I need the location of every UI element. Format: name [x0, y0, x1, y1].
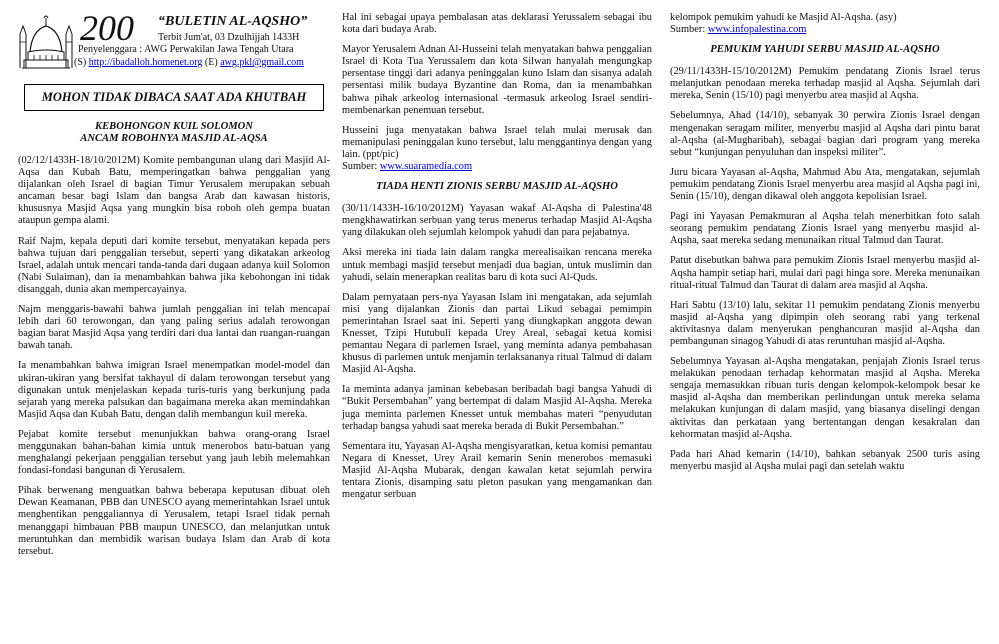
article3-paragraph: (29/11/1433H-15/10/2012M) Pemukim pendatang Zionis Israel terus melanjutkan penodaan mereka terhadap masjid al Aqsha. Sejumlah dari mereka, Senin (15/10) pagi menyerbu area masjid al Aqsha.	[670, 66, 980, 102]
masthead	[18, 8, 330, 78]
article1-title	[18, 121, 330, 145]
bulletin-title: “BULETIN AL-AQSHO”	[158, 14, 308, 29]
column-1	[18, 8, 330, 566]
article1-last-paragraph: Husseini juga menyatakan bahwa Israel telah mulai merusak dan memanipulasi peninggalan kuno tersebut, lalu menggantinya dengan yang lain. (ppt/pic)	[342, 124, 652, 160]
article3-paragraph: Sebelumnya, Ahad (14/10), sebanyak 30 perwira Zionis Israel dengan mengenakan seragam militer, menyerbu masjid al Aqsha dari pintu barat al-Aqsha (al-Mugharibah), sebagai bagian dari program yang mereka sebut “kunjungan penyuluhan dan inspeksi militer”.	[670, 110, 980, 158]
article2-last-paragraph: kelompok pemukim yahudi ke Masjid Al-Aqsha. (asy)	[670, 12, 897, 23]
article1-paragraph: Pejabat komite tersebut menunjukkan bahwa orang-orang Israel menggunakan bahan-bahan kimia untuk menerobos batu-batuan yang menghalangi pekerjaan penggalian tersebut yang jauh lebih melemahkan fondasi-fondasi bangunan di Yerusalem.	[18, 428, 330, 477]
article3-paragraph: Pada hari Ahad kemarin (14/10), bahkan sebanyak 2500 turis asing menyerbu masjid al Aqsha mulai pagi dan setelah waktu	[670, 448, 980, 472]
article1-paragraph	[342, 125, 652, 173]
article1-paragraph: Ia menambahkan bahwa imigran Israel menempatkan model-model dan ukiran-ukiran yang bersifat takhayul di dalam terowongan tersebut yang digunakan untuk menjelaskan kepada turis-turis yang berkunjung pada sejarah yang mereka palsukan dan bagaimana mereka akan memindahkan Masjid Aqsa dan Kubah Batu, dengan dalih membangun kuil mereka.	[18, 360, 330, 420]
site-prefix: (S)	[74, 57, 87, 68]
article1-paragraph: Mayor Yerusalem Adnan Al-Husseini telah menyatakan bahwa penggalian Israel di Kota Tua Yerussalem dan kota Silwan hanyalah mengungkap persentase tinggi dari adanya peninggalan kuno Islam dan sisanya adalah persentasi milik budaya Byzantine dan Roma, dan ia menambahkan bahwa pihak arkeolog internasional -termasuk arkeolog Israel sendiri- membenarkan penemuan tersebut.	[342, 44, 652, 116]
site-link[interactable]: http://ibadalloh.homenet.org	[88, 57, 203, 68]
article1-source-label: Sumber:	[342, 161, 378, 173]
article1-paragraph: Najm menggaris-bawahi bahwa jumlah penggalian ini telah mencapai lebih dari 60 terowongan, dan yang paling serius adalah terowongan bagian barat Masjid Aqsa yang terdiri dari dua lantai dan ruangan-ruangan bawah tanah.	[18, 304, 330, 352]
article2-paragraph: Ia meminta adanya jaminan kebebasan beribadah bagi bangsa Yahudi di “Bukit Persembahan” yang bertempat di dalam Masjid Al-Aqsha. Mereka juga meminta parlemen Knesset untuk membahas materi “penyudutan terhadap bangsa yahudi saat mereka berada di Bukit Persembahan.”	[342, 384, 652, 432]
article2-paragraph	[670, 12, 980, 36]
mosque-logo-icon	[18, 12, 74, 72]
issue-date: Terbit Jum'at, 03 Dzulhijjah 1433H	[158, 32, 300, 43]
article3-paragraph: Patut disebutkan bahwa para pemukim Zionis Israel menyerbu masjid al-Aqsha hampir setiap hari, mulai dari pagi hinga sore. Mereka menunaikan ritual-ritual Talmud dan Taurat di dalam area masjid al Aqsha.	[670, 255, 980, 291]
article1-paragraph: Raif Najm, kepala deputi dari komite tersebut, menyatakan kepada pers bahwa tujuan dari penggalian tersebut, seperti yang dikatakan arkeolog Israel, adalah untuk mencari tanda-tanda dari dugaan adanya kuil Solomon (Nabi Sulaiman), dan ia menambahkan bahwa jika kebohongan ini tidak disanggah, dunia akan mempercayainya.	[18, 235, 330, 295]
article3-paragraph: Pagi ini Yayasan Pemakmuran al Aqsha telah menerbitkan foto salah seorang pemukim pendatang Zionis Israel yang menyerbu masjid al-Aqsha, saat mereka sedang menunaikan ritual Talmud dan Taurat.	[670, 211, 980, 247]
contact-line	[74, 57, 304, 68]
article2-paragraph: Aksi mereka ini tiada lain dalam rangka merealisaikan rencana mereka untuk membagi masjid tersebut menjadi dua bagian, untuk muslimin dan yahudi, selain menerapkan realitas baru di kota suci Al-Quds.	[342, 247, 652, 283]
email-prefix: (E)	[204, 57, 218, 68]
article2-source-link[interactable]: www.infopalestina.com	[707, 24, 807, 36]
article1-paragraph: Pihak berwenang menguatkan bahwa beberapa keputusan dibuat oleh Dewan Keamanan, PBB dan UNESCO ayang memerintahkan Israel untuk menghentikan penggaliannya di Yerusalem, tetapi Israel tidak pernah menanggapi himbauan PBB maupun UNESCO, dan melanjutkan untuk meruntuhkan dan membidik warisan budaya Islam dan Arab di kota tersebut.	[18, 485, 330, 557]
article3-paragraph: Juru bicara Yayasan al-Aqsha, Mahmud Abu Ata, mengatakan, sejumlah pemukim pendatang Zionis Israel menyerbu area masjid al Aqsha pagi ini, Senin (15/10), dengan dikawal oleh anggota kepolisian Israel.	[670, 166, 980, 203]
article2-title: TIADA HENTI ZIONIS SERBU MASJID AL-AQSHO	[376, 181, 618, 193]
article1-paragraph: (02/12/1433H-18/10/2012M) Komite pembangunan ulang dari Masjid Al-Aqsa dan Kubah Batu, memperingatkan bahwa penggalian yang dijalankan oleh Israel di bagian Timur Yerusalem merupakan sebuah ancaman besar bagi Islam dan bangsa Arab dan kawasan historis, khususnya Masjid Aqsa yang mungkin bisa roboh oleh gempa buatan ataupun gempa alami.	[18, 155, 330, 227]
article1-source-link[interactable]: www.suaramedia.com	[379, 161, 473, 173]
article1-paragraph: Hal ini sebagai upaya pembalasan atas deklarasi Yerussalem sebagai ibu kota dari budaya Arab.	[342, 12, 652, 36]
email-link[interactable]: awg.pkl@gmail.com	[220, 57, 304, 68]
article2-paragraph: Sementara itu, Yayasan Al-Aqsha mengisyaratkan, ketua komisi pemantau Negara di Knesset, Urey Arail kemarin Senin menerobos memasuki Masjid Al-Aqsha Mubarak, dengan kawalan ketat sejumlah perwira tentara Zionis, disamping satu pleton pasukan yang mengamankan dan mengatur serbuan	[342, 440, 652, 501]
article2-source-label: Sumber:	[670, 24, 706, 36]
article3-title: PEMUKIM YAHUDI SERBU MASJID AL-AQSHO	[710, 44, 940, 56]
article3-paragraph: Sebelumnya Yayasan al-Aqsha mengatakan, penjajah Zionis Israel terus melakukan penodaan terhadap kehormatan masjid al Aqsha. Mereka sengaja memasukkan ribuan turis dengan kelompok-kelompok besar ke masjid al-Aqsha dan memberikan perlindungan untuk mereka selama melakukan kunjungan di dalam masjid, yang biasanya diselingi dengan aktivitas dan perkataan yang bertentangan dengan kesakralan dan kehormatan masjid al-Aqsha.	[670, 356, 980, 440]
article1-title-line2: ANCAM ROBOHNYA MASJID AL-AQSA	[80, 133, 268, 144]
article2-paragraph: Dalam pernyataan pers-nya Yayasan Islam ini mengatakan, ada sejumlah misi yang dijalankan Zionis dan partai Likud sebagai pemimpin pemerintahan Israel saat ini. Seperti yang diungkapkan anggota dewan Knesset, Tzipi Hutubuli kepada Urey Areal, sebagai ketua komisi pemantau Negara di parlemen Israel, yang meminta adanya pembahasan khusus di parlemen untuk menjamin terlaksananya ritual Talmud di dalam Masjid Al-Aqsha.	[342, 291, 652, 376]
article3-paragraph: Hari Sabtu (13/10) lalu, sekitar 11 pemukim pendatang Zionis menyerbu masjid al-Aqsha yang dipimpin oleh seorang rabi yang terkenal aktivitasnya dalam menyerukan penghancuran masjid al-Aqsha dan pembangunan sinagog Yahudi di atas reruntuhan masjid al-Aqsha.	[670, 299, 980, 347]
khutbah-notice: MOHON TIDAK DIBACA SAAT ADA KHUTBAH	[24, 84, 324, 111]
article2-paragraph: (30/11/1433H-16/10/2012M) Yayasan wakaf Al-Aqsha di Palestina'48 mengkhawatirkan serbuan yang terus menerus terhadap Masjid Al-Aqsha yang dilakukan oleh sejumlah kelompok yahudi dan para pejabatnya.	[342, 203, 652, 239]
column-3	[670, 12, 980, 481]
organizer: Penyelenggara : AWG Perwakilan Jawa Tengah Utara	[78, 44, 294, 55]
issue-number: 200	[80, 8, 134, 48]
column-2	[342, 12, 652, 509]
article1-title-line1: KEBOHONGON KUIL SOLOMON	[95, 121, 253, 132]
